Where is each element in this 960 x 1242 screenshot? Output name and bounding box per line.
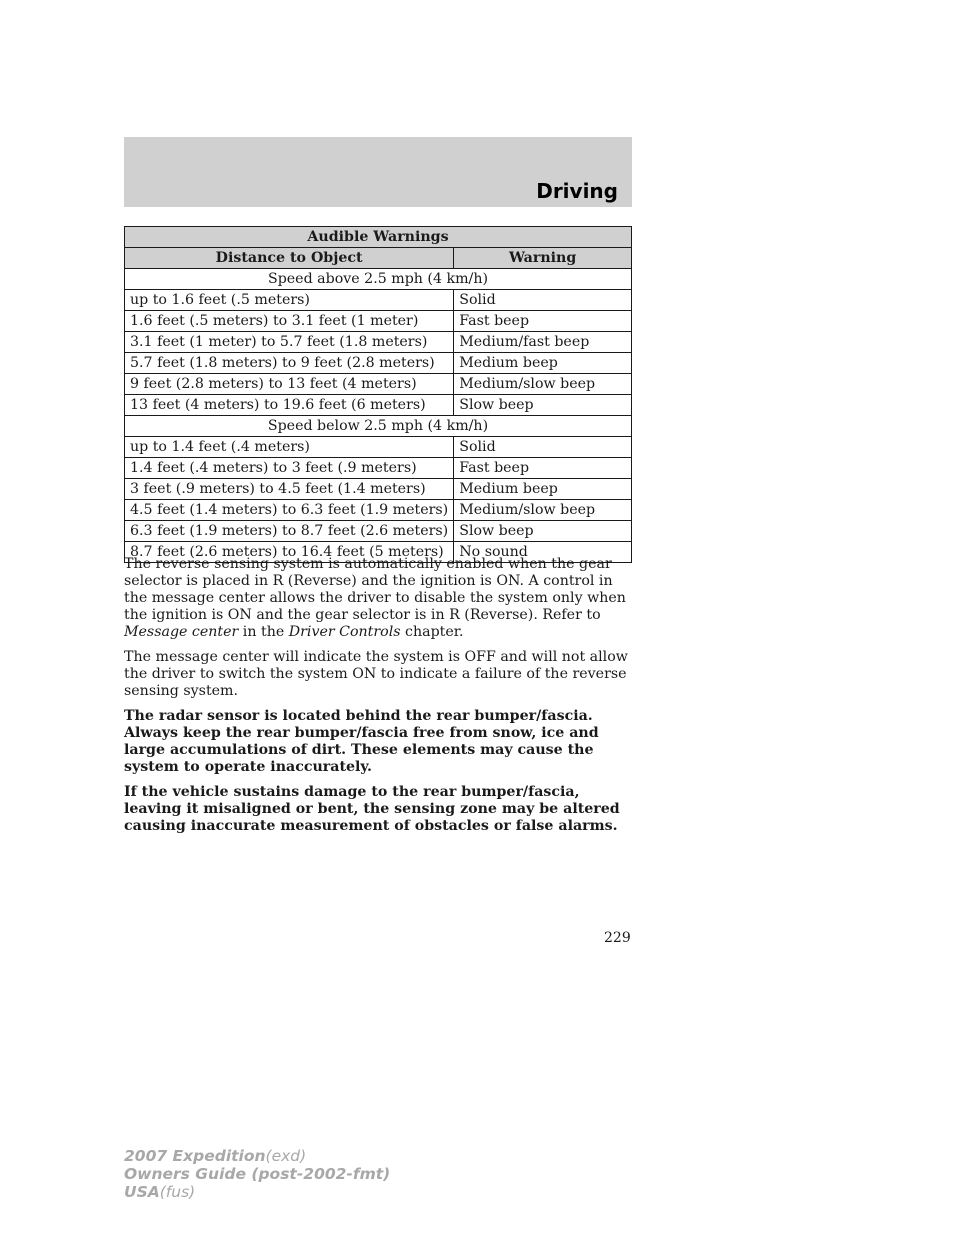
- paragraph-message-center: The message center will indicate the system is OFF and will not allow the driver to switch the system ON to indicate a failure of the reverse sensing system.: [124, 649, 628, 699]
- warning-cell: Solid: [454, 437, 632, 458]
- page-number: 229: [604, 930, 631, 946]
- distance-cell: 4.5 feet (1.4 meters) to 6.3 feet (1.9 meters): [125, 500, 454, 521]
- footer-model-code: (exd): [265, 1147, 307, 1165]
- distance-cell: 3.1 feet (1 meter) to 5.7 feet (1.8 meters): [125, 332, 454, 353]
- column-header-warning: Warning: [454, 248, 632, 269]
- warning-cell: Medium beep: [454, 479, 632, 500]
- ref-driver-controls: Driver Controls: [288, 624, 401, 640]
- paragraph-enable-text: The reverse sensing system is automatically enabled when the gear selector is placed in R (Reverse) and the ignition is ON. A control in the message center allows the driver to disable the system only when the ignition is ON and the gear selector is in R (Reverse). Refer to: [124, 556, 626, 623]
- column-header-distance: Distance to Object: [125, 248, 454, 269]
- warning-cell: Fast beep: [454, 311, 632, 332]
- distance-cell: 6.3 feet (1.9 meters) to 8.7 feet (2.6 meters): [125, 521, 454, 542]
- footer-market-code: (fus): [159, 1183, 196, 1201]
- paragraph-enable: [124, 556, 636, 641]
- document-footer: [124, 1147, 390, 1201]
- table-row: [125, 353, 632, 374]
- table-header-row: [125, 248, 632, 269]
- table-row: [125, 458, 632, 479]
- distance-cell: up to 1.4 feet (.4 meters): [125, 437, 454, 458]
- speed-group-row: [125, 269, 632, 290]
- distance-cell: 5.7 feet (1.8 meters) to 9 feet (2.8 meters): [125, 353, 454, 374]
- speed-group-label: Speed above 2.5 mph (4 km/h): [125, 269, 632, 290]
- warning-cell: Slow beep: [454, 521, 632, 542]
- table-row: [125, 311, 632, 332]
- warning-cell: Solid: [454, 290, 632, 311]
- distance-cell: up to 1.6 feet (.5 meters): [125, 290, 454, 311]
- footer-guide: Owners Guide (post-2002-fmt): [124, 1165, 391, 1183]
- warning-cell: Medium beep: [454, 353, 632, 374]
- distance-cell: 13 feet (4 meters) to 19.6 feet (6 meters): [125, 395, 454, 416]
- body-text: [124, 556, 636, 843]
- footer-market: USA: [124, 1183, 160, 1201]
- paragraph-enable-end: chapter.: [400, 624, 464, 640]
- footer-line-1: [124, 1147, 390, 1165]
- distance-cell: 1.4 feet (.4 meters) to 3 feet (.9 meters): [125, 458, 454, 479]
- warning-bumper-damage: If the vehicle sustains damage to the rear bumper/fascia, leaving it misaligned or bent, the sensing zone may be altered causing inaccurate measurement of obstacles or false alarms.: [124, 784, 620, 834]
- table-row: [125, 521, 632, 542]
- warning-cell: Slow beep: [454, 395, 632, 416]
- table-row: [125, 290, 632, 311]
- warning-radar-sensor: The radar sensor is located behind the rear bumper/fascia. Always keep the rear bumper/fascia free from snow, ice and large accumulations of dirt. These elements may cause the system to operate inaccurately.: [124, 708, 599, 775]
- table-caption-row: [125, 227, 632, 248]
- distance-cell: 8.7 feet (2.6 meters) to 16.4 feet (5 meters): [125, 542, 454, 563]
- audible-warnings-table: [124, 226, 632, 563]
- table-row: [125, 437, 632, 458]
- table-row: [125, 374, 632, 395]
- table-caption: Audible Warnings: [125, 227, 632, 248]
- paragraph-enable-mid: in the: [238, 624, 289, 640]
- distance-cell: 1.6 feet (.5 meters) to 3.1 feet (1 meter): [125, 311, 454, 332]
- section-title: Driving: [536, 179, 618, 203]
- footer-model: 2007 Expedition: [124, 1147, 266, 1165]
- warning-cell: Medium/slow beep: [454, 374, 632, 395]
- table-row: [125, 479, 632, 500]
- distance-cell: 3 feet (.9 meters) to 4.5 feet (1.4 meters): [125, 479, 454, 500]
- footer-line-2: [124, 1165, 390, 1183]
- footer-line-3: [124, 1183, 390, 1201]
- table-row: [125, 395, 632, 416]
- table-row: [125, 332, 632, 353]
- warning-cell: Fast beep: [454, 458, 632, 479]
- section-header-band: [124, 137, 632, 207]
- warning-cell: No sound: [454, 542, 632, 563]
- ref-message-center: Message center: [124, 624, 239, 640]
- warning-cell: Medium/slow beep: [454, 500, 632, 521]
- table-row: [125, 500, 632, 521]
- table-body: [125, 269, 632, 563]
- speed-group-label: Speed below 2.5 mph (4 km/h): [125, 416, 632, 437]
- speed-group-row: [125, 416, 632, 437]
- warning-cell: Medium/fast beep: [454, 332, 632, 353]
- distance-cell: 9 feet (2.8 meters) to 13 feet (4 meters): [125, 374, 454, 395]
